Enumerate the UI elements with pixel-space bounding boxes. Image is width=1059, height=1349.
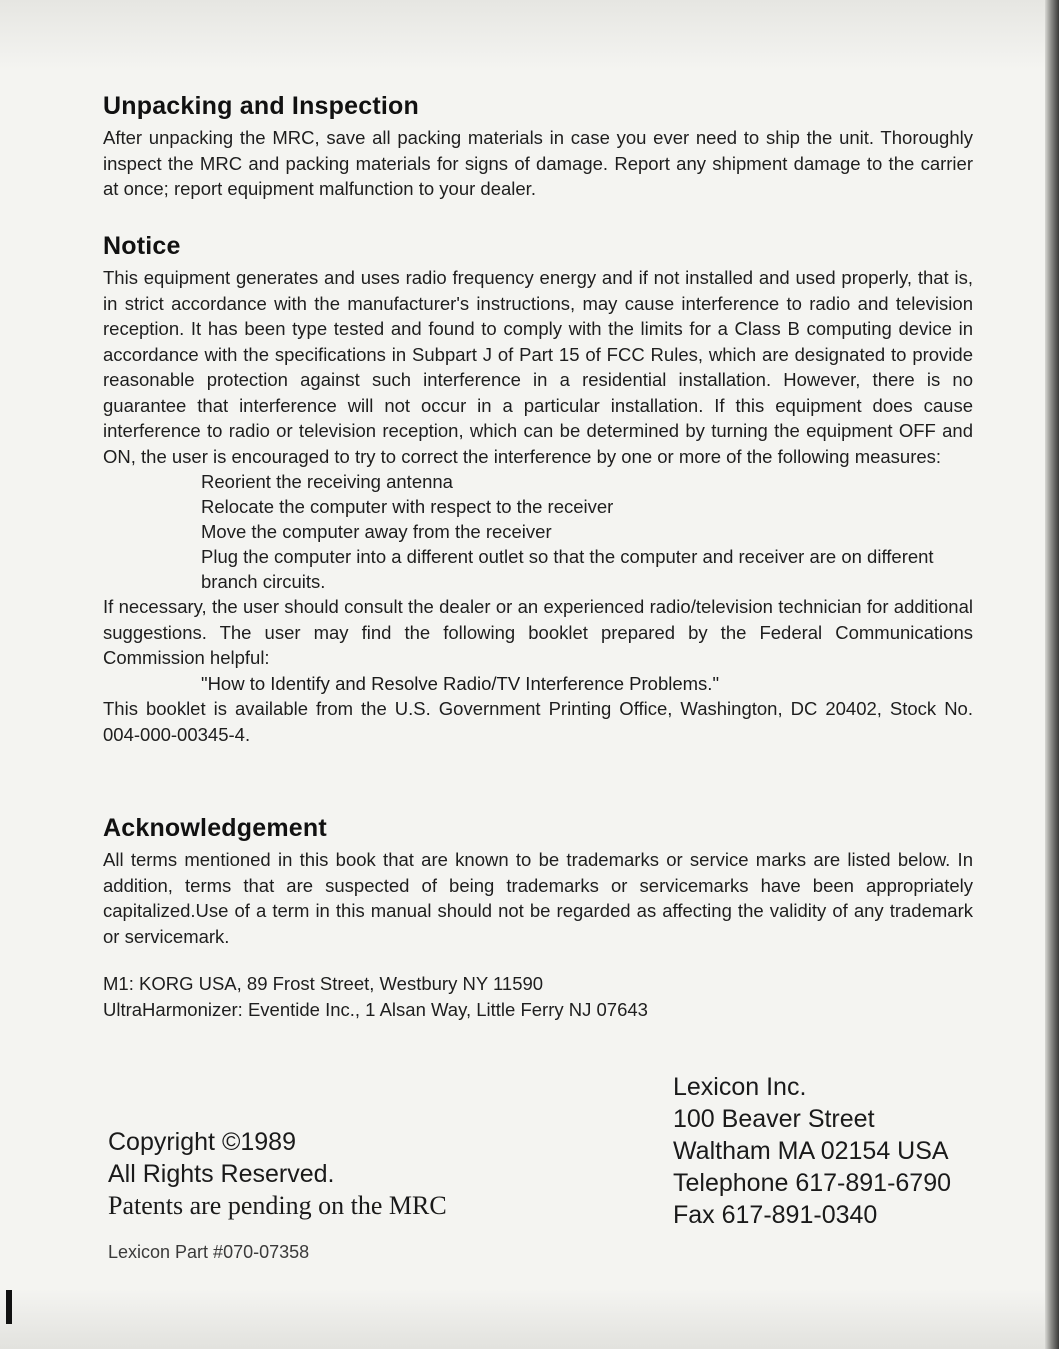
street-address: 100 Beaver Street: [673, 1105, 875, 1133]
acknowledgement-body: All terms mentioned in this book that are known to be trademarks or service marks are listed below. In addition, terms that are suspected of being trademarks or servicemarks have been appropriately capitalized.Use of a term in this manual should not be regarded as affecting the validity of any trademark or servicemark.: [103, 849, 973, 947]
city-address: Waltham MA 02154 USA: [673, 1137, 949, 1165]
scan-edge-right: [1045, 0, 1059, 1349]
telephone: Telephone 617-891-6790: [673, 1169, 952, 1197]
copyright-block: [108, 1126, 447, 1222]
list-item: Move the computer away from the receiver: [201, 521, 552, 542]
unpacking-body: After unpacking the MRC, save all packing materials in case you ever need to ship the unit. Thoroughly inspect the MRC and packing materials for signs of damage. Report any shipment damage to the carrier at once; report equipment malfunction to your dealer.: [103, 127, 973, 199]
scan-shadow-top: [0, 0, 1059, 70]
unpacking-section: [103, 92, 973, 202]
unpacking-heading: Unpacking and Inspection: [103, 92, 419, 120]
patents-line: Patents are pending on the MRC: [108, 1191, 447, 1220]
notice-section: [103, 232, 973, 747]
company-name: Lexicon Inc.: [673, 1073, 807, 1101]
notice-booklet-source: This booklet is available from the U.S. Government Printing Office, Washington, DC 20402, Stock No. 004-000-00345-4.: [103, 698, 973, 745]
part-number: Lexicon Part #070-07358: [108, 1242, 310, 1262]
trademark-entry: M1: KORG USA, 89 Frost Street, Westbury NY 11590: [103, 973, 544, 994]
acknowledgement-heading: Acknowledgement: [103, 814, 327, 842]
copyright-line: Copyright ©1989: [108, 1128, 296, 1156]
acknowledgement-section: [103, 814, 973, 1023]
notice-consult-text: If necessary, the user should consult the dealer or an experienced radio/television technician for additional suggestions. The user may find the following booklet prepared by the Federal Communications Commission helpful:: [103, 596, 973, 668]
scan-corner-mark: [6, 1290, 12, 1324]
notice-heading: Notice: [103, 232, 181, 260]
measures-list: [103, 469, 973, 594]
list-item: Reorient the receiving antenna: [201, 471, 453, 492]
notice-body: This equipment generates and uses radio frequency energy and if not installed and used properly, that is, in strict accordance with the manufacturer's instructions, may cause interference to radio and television reception. It has been type tested and found to comply with the limits for a Class B computing device in accordance with the specifications in Subpart J of Part 15 of FCC Rules, which are designated to provide reasonable protection against such interference in a residential installation. However, there is no guarantee that interference will not occur in a particular installation. If this equipment does cause interference to radio or television reception, which can be determined by turning the equipment OFF and ON, the user is encouraged to try to correct the interference by one or more of the following measures:: [103, 267, 973, 467]
list-item: Plug the computer into a different outlet so that the computer and receiver are on different branch circuits.: [201, 546, 934, 592]
company-address: [673, 1071, 951, 1231]
trademark-entry: UltraHarmonizer: Eventide Inc., 1 Alsan Way, Little Ferry NJ 07643: [103, 999, 648, 1020]
fax: Fax 617-891-0340: [673, 1201, 878, 1229]
booklet-title: "How to Identify and Resolve Radio/TV Interference Problems.": [201, 672, 720, 694]
scan-shadow-bottom: [0, 1289, 1059, 1349]
list-item: Relocate the computer with respect to the receiver: [201, 496, 614, 517]
trademark-list: [103, 971, 973, 1023]
rights-line: All Rights Reserved.: [108, 1160, 335, 1188]
